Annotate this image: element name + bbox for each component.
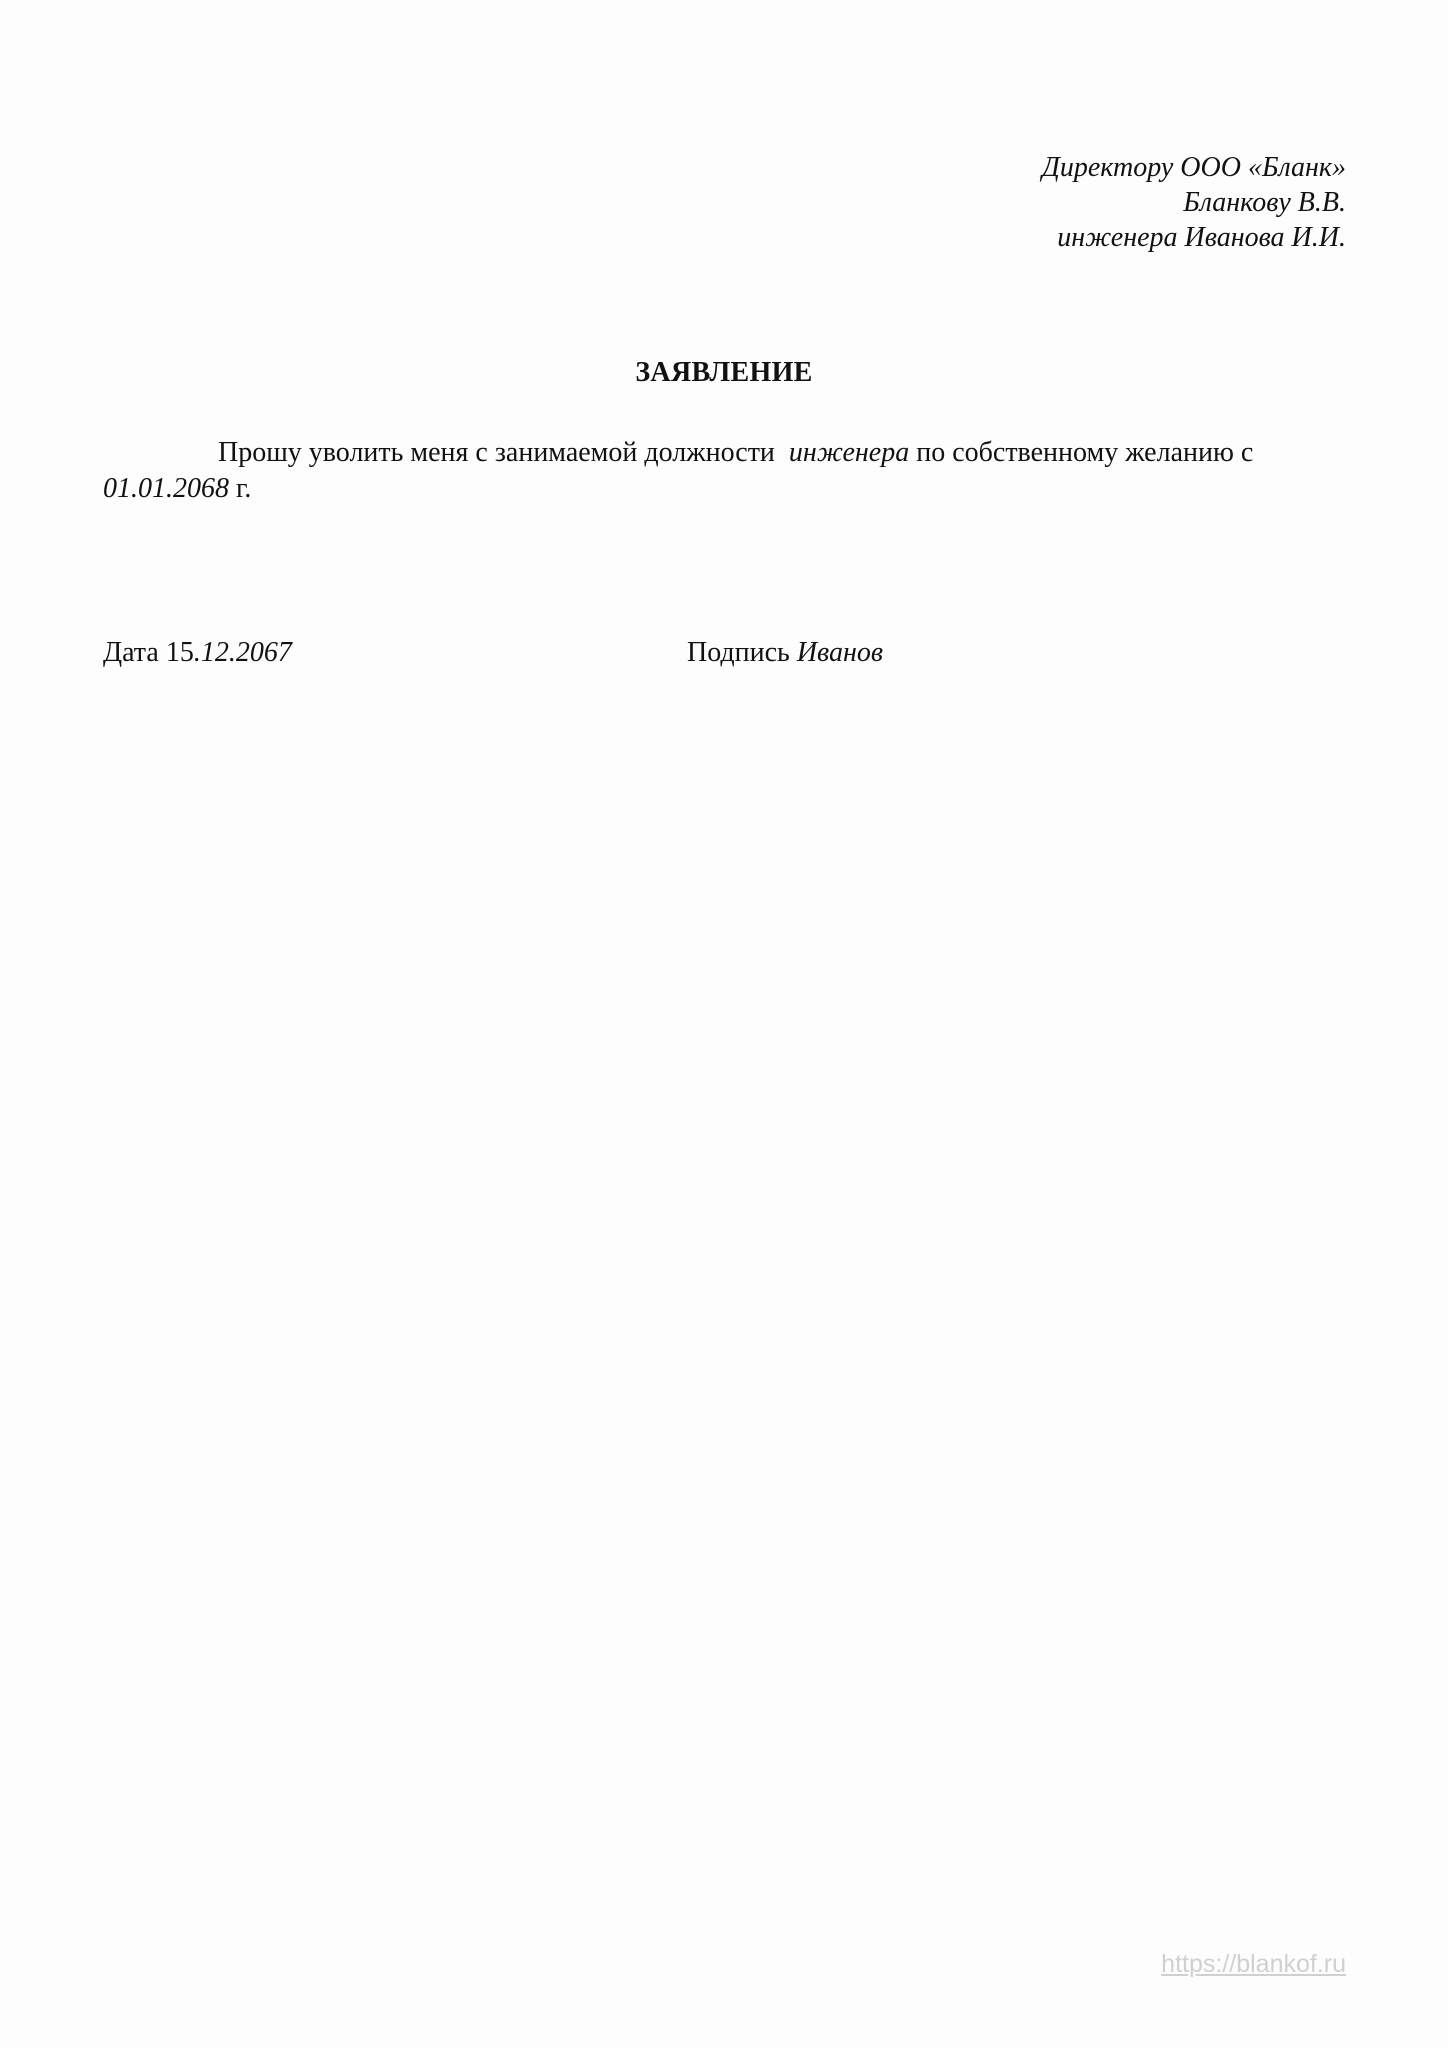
statement-text-end: по собственному желанию с bbox=[916, 437, 1254, 468]
addressee-block bbox=[1042, 150, 1346, 255]
date-field bbox=[103, 637, 292, 669]
signature-field bbox=[687, 637, 883, 669]
date-value-italic: .12.2067 bbox=[193, 637, 292, 668]
signature-value: Иванов bbox=[796, 637, 884, 668]
statement-body bbox=[103, 435, 1345, 507]
statement-line-2 bbox=[103, 471, 1345, 507]
date-value-plain: 15 bbox=[165, 637, 194, 668]
addressee-line-sender: инженера Иванова И.И. bbox=[1057, 222, 1346, 253]
addressee-line-name: Бланкову В.В. bbox=[1183, 187, 1346, 218]
date-label: Дата bbox=[103, 637, 159, 668]
statement-text-start: Прошу уволить меня с занимаемой должности bbox=[218, 437, 775, 468]
dismissal-date-value: 01.01.2068 bbox=[103, 473, 229, 504]
watermark-link[interactable]: https://blankof.ru bbox=[1161, 1950, 1346, 1978]
document-title: ЗАЯВЛЕНИЕ bbox=[635, 357, 813, 388]
signature-label: Подпись bbox=[687, 637, 790, 668]
statement-line-1 bbox=[103, 435, 1345, 471]
position-value: инженера bbox=[788, 437, 910, 468]
addressee-line-director: Директору ООО «Бланк» bbox=[1042, 152, 1346, 183]
year-suffix: г. bbox=[236, 473, 252, 504]
